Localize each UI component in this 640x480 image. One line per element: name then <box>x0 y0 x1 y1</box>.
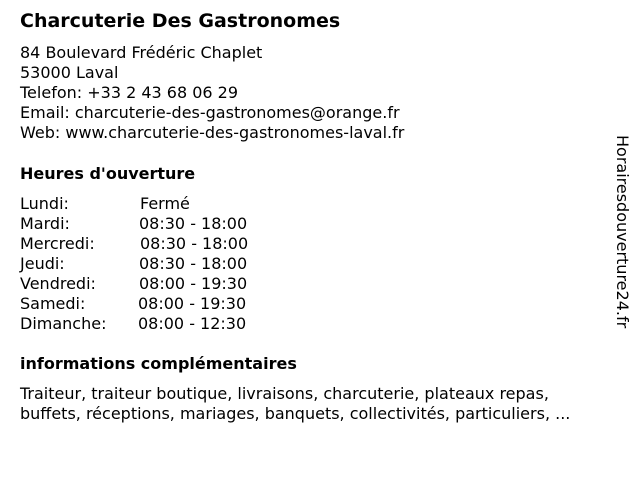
day-label: Vendredi: <box>20 274 96 293</box>
day-label: Mardi: <box>20 214 70 233</box>
day-label: Dimanche: <box>20 314 107 333</box>
day-label: Samedi: <box>20 294 86 313</box>
time-value: 08:00 - 19:30 <box>138 294 247 313</box>
time-value: 08:30 - 18:00 <box>139 214 248 233</box>
address-street: 84 Boulevard Frédéric Chaplet <box>20 43 263 62</box>
contact-block <box>20 43 404 143</box>
day-label: Jeudi: <box>20 254 65 273</box>
day-label: Mercredi: <box>20 234 95 253</box>
day-label: Lundi: <box>20 194 69 213</box>
time-value: Fermé <box>140 194 190 213</box>
phone-number: Telefon: +33 2 43 68 06 29 <box>20 83 239 102</box>
business-name: Charcuterie Des Gastronomes <box>20 10 341 32</box>
additional-info-heading: informations complémentaires <box>20 354 297 373</box>
email-address: Email: charcuterie-des-gastronomes@orange.fr <box>20 103 400 122</box>
opening-hours-heading: Heures d'ouverture <box>20 164 196 183</box>
time-value: 08:00 - 19:30 <box>139 274 248 293</box>
website-url: Web: www.charcuterie-des-gastronomes-laval.fr <box>20 123 405 142</box>
additional-info-text <box>20 384 620 424</box>
time-value: 08:00 - 12:30 <box>138 314 247 333</box>
time-value: 08:30 - 18:00 <box>139 254 248 273</box>
address-city: 53000 Laval <box>20 63 119 82</box>
info-line: buffets, réceptions, mariages, banquets, collectivités, particuliers, ... <box>20 404 571 423</box>
time-value: 08:30 - 18:00 <box>140 234 249 253</box>
info-line: Traiteur, traiteur boutique, livraisons, charcuterie, plateaux repas, <box>20 384 549 403</box>
site-watermark: Horairesdouverture24.fr <box>613 135 632 329</box>
